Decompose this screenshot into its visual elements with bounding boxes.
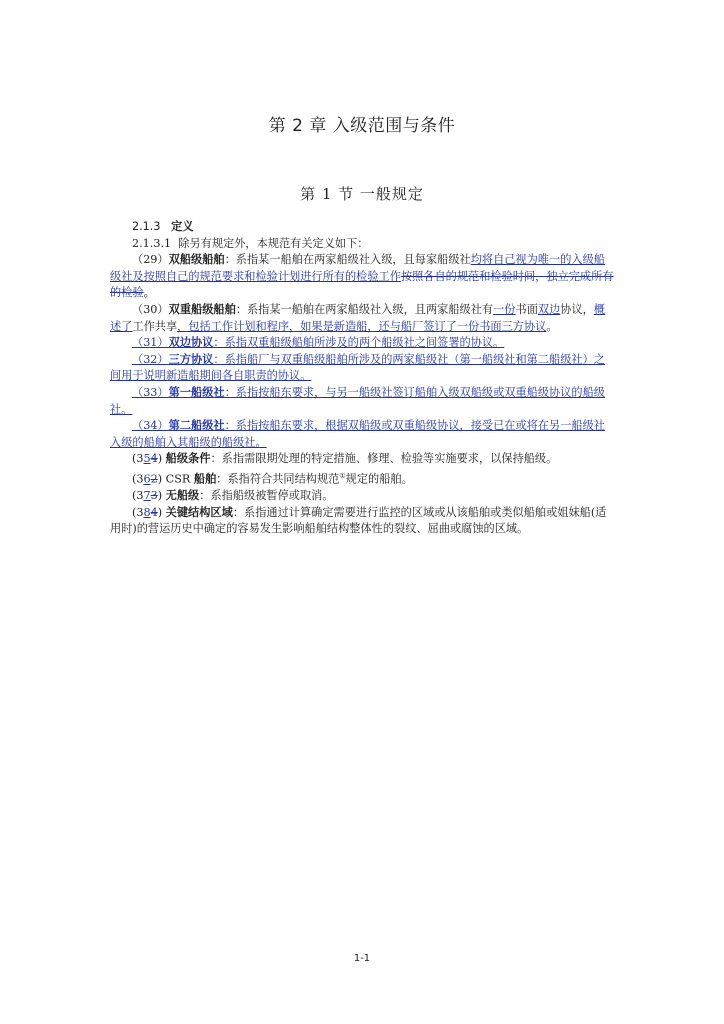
def-text: 系指某一船舶在两家船级社入级，且两家船级社有	[246, 302, 494, 316]
inserted-text: 7	[143, 489, 151, 503]
def-term: 第二船级社	[168, 419, 225, 433]
intro-paragraph	[110, 236, 614, 253]
inserted-text: 概述了	[110, 302, 606, 333]
inserted-text: ，包括工作计划和程序，如果是新造船，还与船厂签订了一份书面三方协议	[177, 319, 547, 333]
def-term: 第一船级社	[168, 385, 225, 399]
def-text: ：系指符合共同结构规范	[216, 472, 340, 486]
intro-number: 2.1.3.1	[132, 236, 172, 250]
def-number: （34）	[132, 419, 169, 433]
def-number-close: )	[157, 452, 163, 466]
def-term: 船级条件	[165, 452, 211, 466]
def-term: 三方协议	[168, 352, 214, 366]
definition-37	[110, 488, 614, 505]
def-term-prefix: CSR	[162, 472, 194, 486]
intro-text: 除另有规定外，本规范有关定义如下：	[178, 236, 369, 250]
definition-32	[110, 352, 614, 385]
inserted-text: 一份	[493, 302, 516, 316]
def-term: 双船级船舶	[168, 253, 225, 267]
footnote-mark: ①	[339, 471, 346, 480]
def-term: 双重船级船舶	[168, 302, 236, 316]
definition-34	[110, 418, 614, 451]
def-text: ：系指船级被暂停或取消。	[199, 489, 334, 503]
page-number: 1-1	[353, 953, 371, 964]
def-number-open: (3	[132, 472, 144, 486]
definition-30	[110, 302, 614, 335]
inserted-text: 5	[143, 452, 151, 466]
definition-38	[110, 505, 614, 538]
def-term: 船舶	[193, 472, 217, 486]
def-number: （30）	[132, 302, 169, 316]
def-number: （32）	[132, 352, 169, 366]
def-number: （29）	[132, 253, 169, 267]
definition-31	[110, 335, 614, 352]
def-number-open: (3	[132, 489, 144, 503]
def-term: 无船级	[165, 489, 200, 503]
def-text: ：系指双重船级船舶所涉及的两个船级社之间签署的协议。	[213, 336, 505, 350]
def-text: ：系指需限期处理的特定措施、修理、检验等实施要求，以保持船级。	[210, 452, 558, 466]
deleted-text: 2	[150, 472, 158, 486]
inserted-text: 6	[143, 472, 151, 486]
def-number-open: (3	[132, 505, 144, 519]
deleted-text: 3	[150, 489, 158, 503]
definition-33	[110, 385, 614, 418]
def-text: ：系指通过计算确定需要进行监控的区域或从该船舶或类似船舶或姐妹船(适用时)的营运历史中确定的容易发生影响船舶结构整体性的裂纹、屈曲或腐蚀的区域。	[110, 505, 607, 536]
def-text: ：系指按船东要求，根据双船级或双重船级协议，接受已在或将在另一船级社入级的船舶入其船级的船级社。	[110, 419, 605, 449]
inserted-text: 均将自己视为唯一的入级船级社及按照自己的规范要求和检验计划进行所有的检验工作	[110, 253, 605, 283]
document-body	[110, 219, 614, 538]
inserted-text: 双边	[537, 302, 561, 316]
def-text: 协议，	[560, 302, 594, 316]
def-text: 系指某一船舶在两家船级社入级，且每家船级社	[235, 253, 471, 267]
def-number-close: )	[157, 472, 163, 486]
clause-number: 2.1.3	[132, 220, 161, 233]
def-number-close: )	[157, 489, 163, 503]
def-colon: ：	[235, 302, 247, 316]
def-end: 。	[546, 319, 558, 333]
def-number-close: )	[157, 505, 163, 519]
deleted-text: 按照各自的规范和检验时间，独立完成所有的检验	[110, 269, 614, 300]
def-number-open: (3	[132, 452, 144, 466]
chapter-title: 第 2 章 入级范围与条件	[268, 116, 456, 136]
def-text: ：系指船厂与双重船级船舶所涉及的两家船级社（第一船级社和第二船级社）之间用于说明新造船期间各自职责的协议。	[110, 352, 605, 383]
def-end: 。	[143, 286, 155, 300]
definition-29	[110, 252, 614, 302]
section-title: 第 1 节 一般规定	[300, 185, 424, 203]
deleted-text: 4	[150, 452, 158, 466]
def-term: 关键结构区域	[165, 505, 233, 519]
def-number: （33）	[132, 385, 169, 399]
clause-heading	[110, 219, 614, 236]
definition-35	[110, 451, 614, 468]
def-number: （31）	[132, 336, 169, 350]
def-text: ：系指按船东要求，与另一船级社签订船舶入级双船级或双重船级协议的船级社。	[110, 385, 605, 416]
def-text: 工作共享	[132, 319, 178, 333]
definition-36	[110, 468, 614, 488]
def-term: 双边协议	[168, 336, 214, 350]
def-text: 规定的船舶。	[345, 472, 413, 486]
inserted-text: 8	[143, 505, 151, 519]
deleted-text: 4	[150, 505, 158, 519]
def-text: 书面	[515, 302, 538, 316]
def-colon: ：	[224, 253, 236, 267]
clause-title: 定义	[171, 220, 194, 233]
